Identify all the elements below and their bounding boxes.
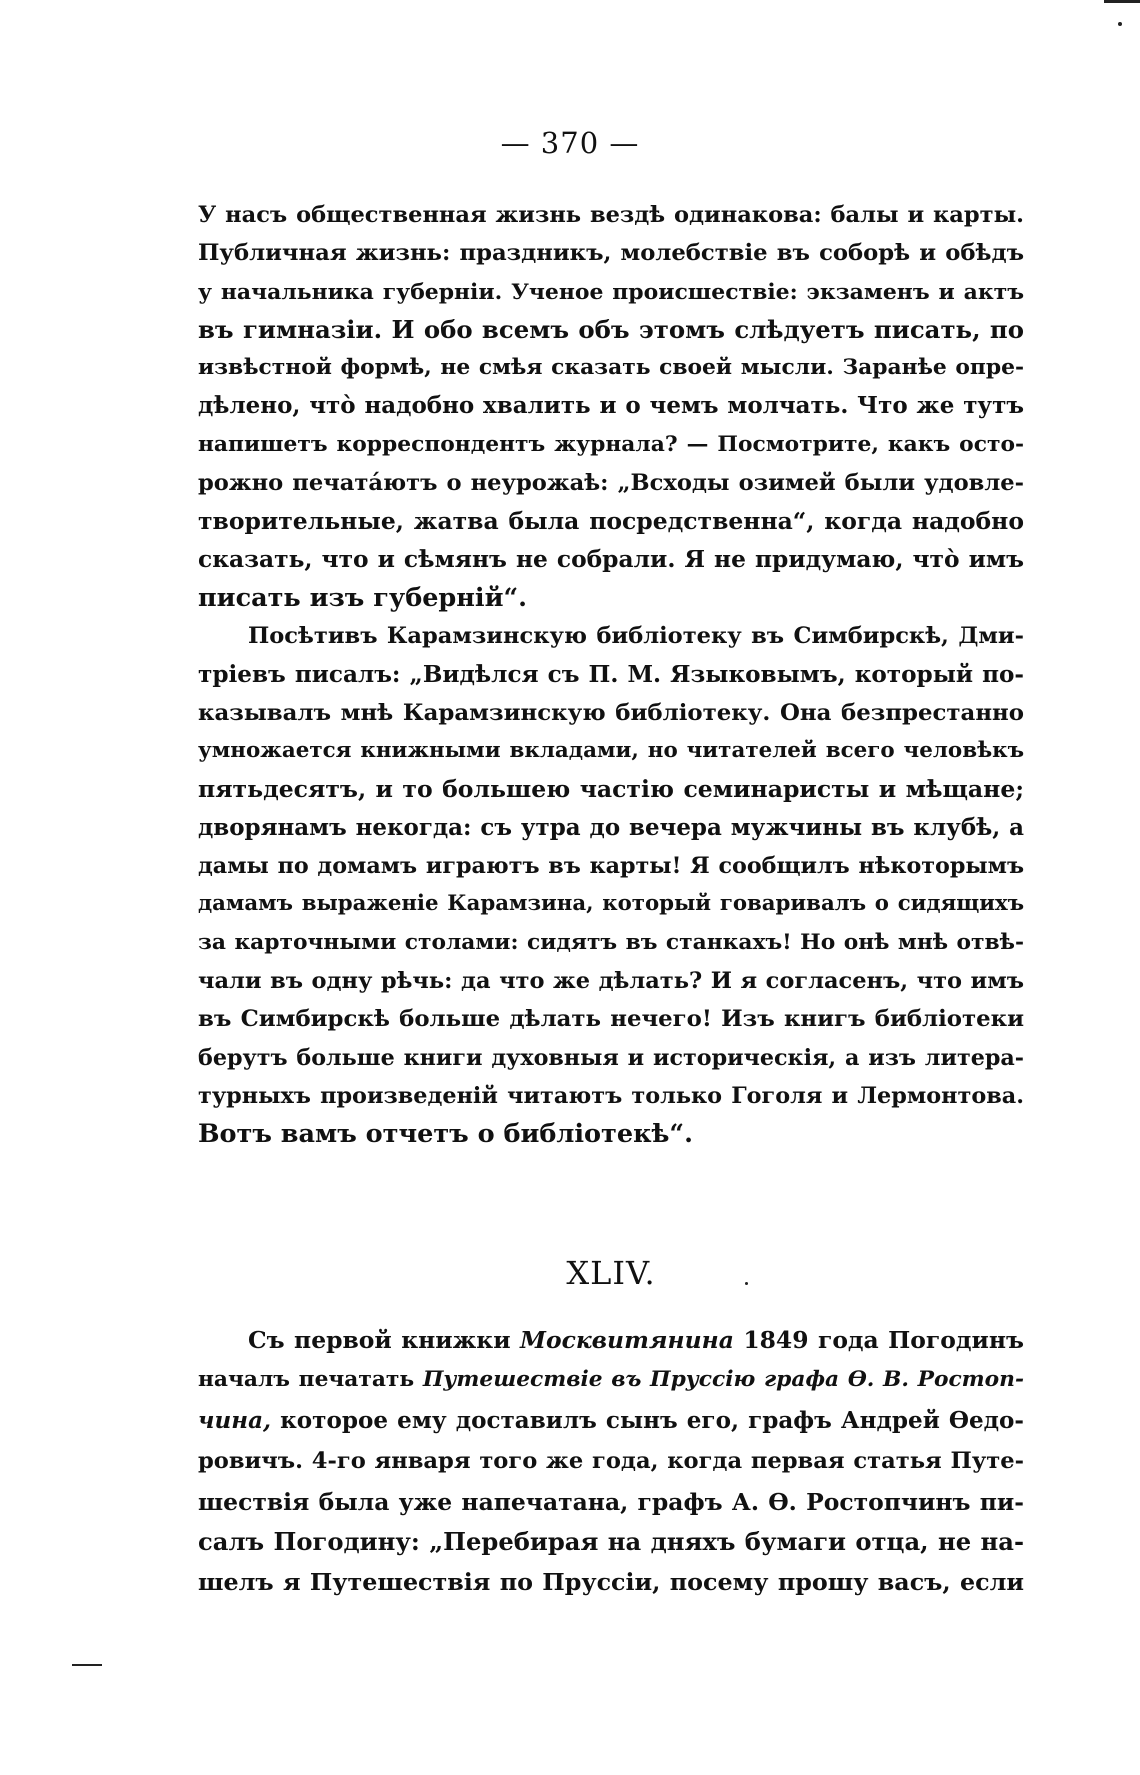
text-line: дѣлено, что̀ надобно хвалить и о чемъ молчать. Что же тутъ [198,392,1024,420]
scan-edge-mark [1104,0,1140,3]
paragraph [198,196,1024,617]
text-line: чали въ одну рѣчь: да что же дѣлать? И я согласенъ, что имъ [198,967,1024,994]
text-line: дворянамъ некогда: съ утра до вечера мужчины въ клубѣ, а [198,813,1024,841]
text-line: сказать, что и сѣмянъ не собрали. Я не придумаю, что̀ имъ [198,545,1024,573]
text-run: началъ печатать [198,1367,423,1393]
text-line: въ гимназіи. И обо всемъ объ этомъ слѣдуетъ писать, по [198,314,1024,344]
section-heading: XLIV. [566,1254,656,1292]
text-line: Публичная жизнь: праздникъ, молебствіе въ соборѣ и обѣдъ [198,240,1024,267]
text-block-top [198,196,1024,1153]
text-line: творительные, жатва была посредственна“, когда надобно [198,507,1024,536]
text-line: писать изъ губерній“. [198,582,528,613]
italic-title: чина, [198,1406,272,1434]
text-line: за карточными столами: сидятъ въ станкахъ! Но онѣ мнѣ отвѣ- [198,929,1024,955]
text-line: пятьдесятъ, и то большею частію семинаристы и мѣщане; [198,775,1024,804]
text-line: берутъ больше книги духовныя и историческія, а изъ литера- [198,1044,1024,1071]
scan-speck [1118,22,1122,26]
text-run: Съ первой книжки [248,1326,521,1354]
paragraph [198,1320,1024,1603]
text-line: ровичъ. 4-го января того же года, когда первая статья Путе- [198,1448,1024,1475]
text-line: напишетъ корреспондентъ журнала? — Посмотрите, какъ осто- [198,431,1024,457]
text-line: турныхъ произведеній читаютъ только Гоголя и Лермонтова. [198,1082,1024,1109]
text-line: казывалъ мнѣ Карамзинскую библіотеку. Она безпрестанно [198,699,1024,726]
text-line: Посѣтивъ Карамзинскую библіотеку въ Симбирскѣ, Дми- [248,623,1024,650]
italic-title: Москвитянина [520,1326,734,1354]
text-line [198,1320,1024,1360]
text-line: У насъ общественная жизнь вездѣ одинакова: балы и карты. [198,202,1024,228]
page-number: — 370 — [500,126,640,160]
text-line: шествія была уже напечатана, графъ А. Ѳ. Ростопчинъ пи- [198,1487,1024,1516]
text-line [198,1401,1024,1441]
text-line: дамы по домамъ играютъ въ карты! Я сообщилъ нѣкоторымъ [198,853,1024,880]
italic-title: Путешествіе въ Пруссію графа Ѳ. В. Ростоп- [422,1367,1025,1393]
text-line: извѣстной формѣ, не смѣя сказать своей мысли. Заранѣе опре- [198,355,1024,381]
text-line: въ Симбирскѣ больше дѣлать нечего! Изъ книгъ библіотеки [198,1006,1024,1033]
scan-dash-mark [72,1664,102,1666]
text-run: которое ему доставилъ сынъ его, графъ Андрей Ѳедо- [271,1406,1024,1434]
text-line: дамамъ выраженіе Карамзина, который говаривалъ о сидящихъ [198,891,1024,917]
text-line: салъ Погодину: „Перебирая на дняхъ бумаги отца, не на- [198,1526,1024,1556]
text-block-bottom [198,1320,1024,1603]
text-line: у начальника губерніи. Ученое происшествіе: экзаменъ и актъ [198,278,1024,305]
text-line: рожно печата́ютъ о неурожаѣ: „Всходы озимей были удовле- [198,470,1024,497]
text-run: 1849 года Погодинъ [733,1326,1024,1354]
text-line: тріевъ писалъ: „Видѣлся съ П. М. Языковымъ, который по- [198,660,1024,688]
text-line [198,1360,1024,1400]
text-line: шелъ я Путешествія по Пруссіи, посему прошу васъ, если [198,1568,1024,1597]
paragraph [198,617,1024,1153]
text-line: умножается книжными вкладами, но читателей всего человѣкъ [198,738,1024,764]
text-line: Вотъ вамъ отчетъ о библіотекѣ“. [198,1119,693,1150]
